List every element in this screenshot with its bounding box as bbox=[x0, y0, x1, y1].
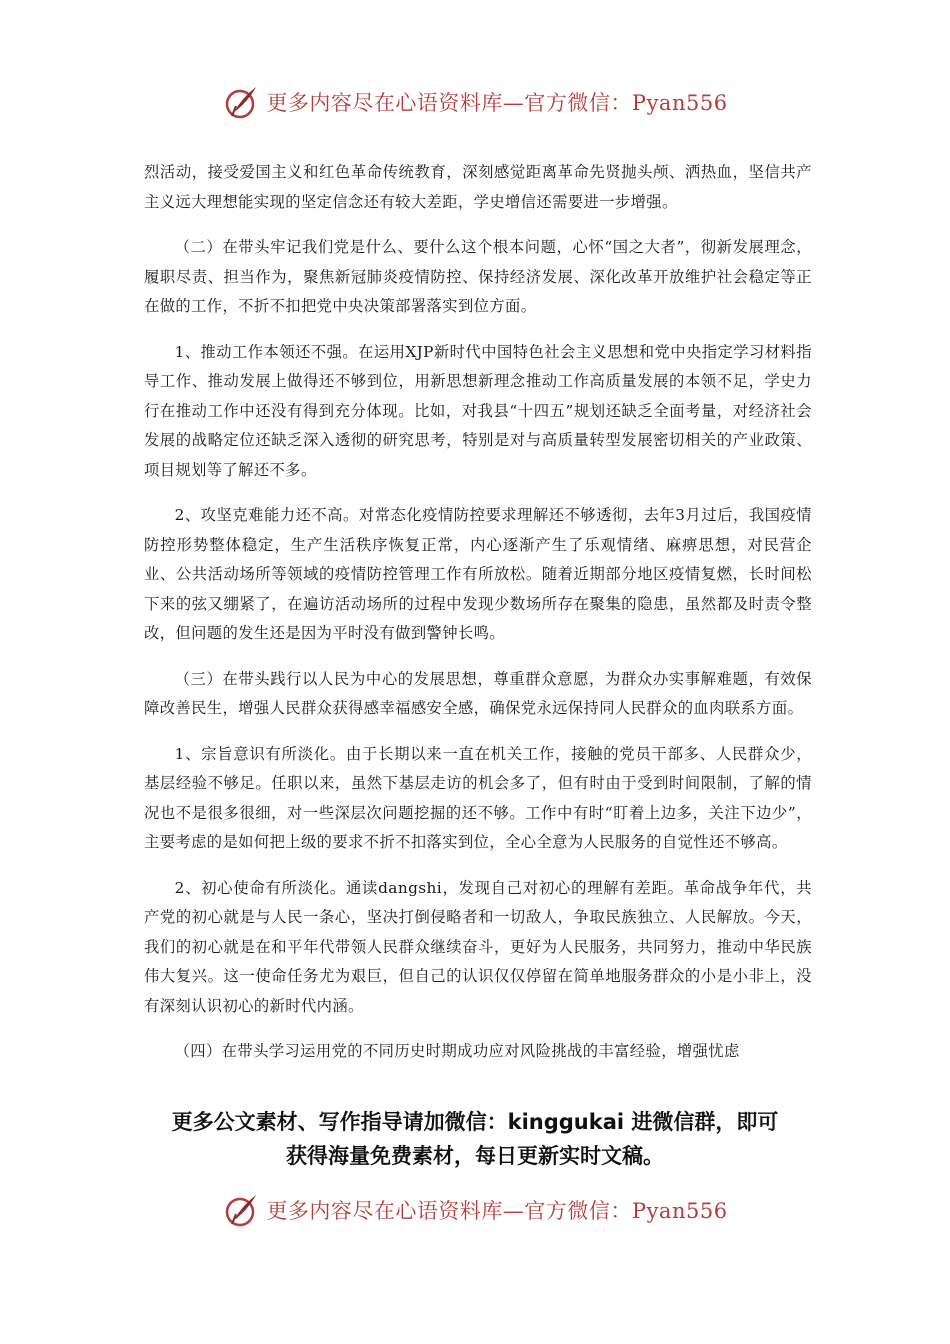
paragraph: 烈活动，接受爱国主义和红色革命传统教育，深刻感觉距离革命先贤抛头颅、洒热血，坚信共产主义远大理想能实现的坚定信念还有较大差距，学史增信还需要进一步增强。 bbox=[144, 163, 812, 211]
quill-logo-icon bbox=[222, 1190, 262, 1230]
promo-line: 获得海量免费素材，每日更新实时文稿。 bbox=[286, 1144, 664, 1168]
paragraph: （二）在带头牢记我们党是什么、要什么这个根本问题，心怀“国之大者”，彻新发展理念，履职尽责、担当作为，聚焦新冠肺炎疫情防控、保持经济发展、深化改革开放维护社会稳定等正在做的工作，不折不扣把党中央决策部署落实到位方面。 bbox=[144, 238, 812, 315]
watermark-text: 更多内容尽在心语资料库—官方微信：Pyan556 bbox=[266, 91, 728, 115]
quill-logo-icon bbox=[222, 82, 262, 122]
document-body bbox=[144, 158, 812, 1083]
paragraph: 1、推动工作本领还不强。在运用XJP新时代中国特色社会主义思想和党中央指定学习材料指导工作、推动发展上做得还不够到位，用新思想新理念推动工作高质量发展的本领不足，学史力行在推动工作中还没有得到充分体现。比如，对我县“十四五”规划还缺乏全面考量，对经济社会发展的战略定位还缺乏深入透彻的研究思考，特别是对与高质量转型发展密切相关的产业政策、项目规划等了解还不多。 bbox=[144, 342, 812, 479]
header-watermark bbox=[0, 80, 950, 124]
promo-notice bbox=[0, 1105, 950, 1173]
paragraph: 2、初心使命有所淡化。通读dangshi，发现自己对初心的理解有差距。革命战争年代，共产党的初心就是与人民一条心，坚决打倒侵略者和一切敌人，争取民族独立、人民解放。今天，我们的初心就是在和平年代带领人民群众继续奋斗，更好为人民服务，共同努力，推动中华民族伟大复兴。这一使命任务尤为艰巨，但自己的认识仅仅停留在简单地服务群众的小是小非上，没有深刻认识初心的新时代内涵。 bbox=[144, 878, 812, 1015]
paragraph: 2、攻坚克难能力还不高。对常态化疫情防控要求理解还不够透彻，去年3月过后，我国疫情防控形势整体稳定，生产生活秩序恢复正常，内心逐渐产生了乐观情绪、麻痹思想，对民营企业、公共活动场所等领域的疫情防控管理工作有所放松。随着近期部分地区疫情复燃，长时间松下来的弦又绷紧了，在遍访活动场所的过程中发现少数场所存在聚集的隐患，虽然都及时责令整改，但问题的发生还是因为平时没有做到警钟长鸣。 bbox=[144, 506, 812, 642]
paragraph: 1、宗旨意识有所淡化。由于长期以来一直在机关工作，接触的党员干部多、人民群众少，基层经验不够足。任职以来，虽然下基层走访的机会多了，但有时由于受到时间限制，了解的情况也不是很多很细，对一些深层次问题挖掘的还不够。工作中有时“盯着上边多，关注下边少”，主要考虑的是如何把上级的要求不折不扣落实到位，全心全意为人民服务的自觉性还不够高。 bbox=[144, 744, 812, 851]
footer-watermark bbox=[0, 1188, 950, 1232]
watermark-text: 更多内容尽在心语资料库—官方微信：Pyan556 bbox=[266, 1199, 728, 1223]
paragraph: （三）在带头践行以人民为中心的发展思想，尊重群众意愿，为群众办实事解难题，有效保障改善民生，增强人民群众获得感幸福感安全感，确保党永远保持同人民群众的血肉联系方面。 bbox=[144, 669, 812, 717]
paragraph: （四）在带头学习运用党的不同历史时期成功应对风险挑战的丰富经验，增强忧虑 bbox=[174, 1042, 740, 1060]
promo-line: 更多公文素材、写作指导请加微信：kinggukai 进微信群，即可 bbox=[171, 1110, 779, 1134]
